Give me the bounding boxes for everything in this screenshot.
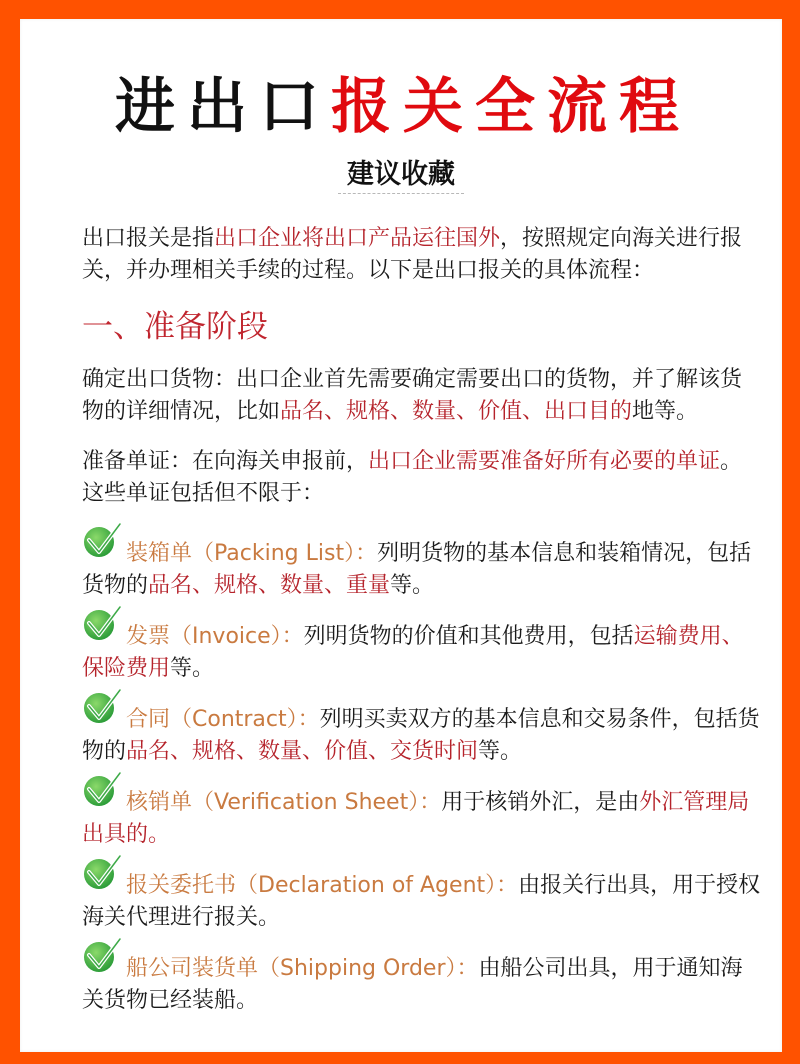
green-check-icon [82, 860, 122, 890]
paragraph-highlight: 品名、规格、数量、价值、出口目的 [280, 399, 633, 424]
document-label: 装箱单（Packing List）： [126, 541, 378, 566]
title-red-part: 报关全流程 [331, 72, 691, 142]
document-item-shipping-order [82, 943, 762, 1017]
subtitle-dotted-divider [338, 193, 464, 194]
document-label: 核销单（Verification Sheet）： [126, 790, 442, 815]
document-highlight: 运输费用、保险费用 [82, 624, 744, 681]
intro-paragraph [82, 223, 762, 287]
paragraph-confirm-goods [82, 364, 762, 428]
green-check-icon [82, 528, 122, 558]
document-description: 列明货物的基本信息和装箱情况，包括货物的 [82, 541, 752, 598]
document-label: 船公司装货单（Shipping Order）： [126, 956, 479, 981]
paragraph-suffix: 地等。 [632, 399, 699, 424]
title-black-part: 进出口 [115, 72, 331, 142]
intro-suffix: ，按照规定向海关进行报关，并办理相关手续的过程。以下是出口报关的具体流程： [82, 226, 743, 283]
document-description: 列明买卖双方的基本信息和交易条件，包括货物的 [82, 707, 760, 764]
document-item-invoice [82, 611, 762, 685]
paragraph-prefix: 确定出口货物：出口企业首先需要确定需要出口的货物，并了解该货物的详细情况，比如 [82, 367, 743, 424]
green-check-icon [82, 943, 122, 973]
paragraph-suffix: 。这些单证包括但不限于： [82, 449, 743, 506]
intro-prefix: 出口报关是指 [82, 226, 215, 251]
document-highlight: 品名、规格、数量、价值、交货时间 [126, 739, 479, 764]
document-suffix: 等。 [170, 656, 215, 681]
document-item-verification-sheet [82, 777, 762, 851]
document-label: 报关委托书（Declaration of Agent）： [126, 873, 519, 898]
green-check-icon [82, 777, 122, 807]
document-description: 用于核销外汇，是由 [441, 790, 640, 815]
page-title [20, 65, 782, 149]
content-panel [20, 19, 782, 1052]
document-item-packing-list [82, 528, 762, 602]
document-highlight: 品名、规格、数量、重量 [148, 573, 391, 598]
document-description: 由报关行出具，用于授权海关代理进行报关。 [82, 873, 761, 930]
subtitle: 建议收藏 [347, 159, 455, 190]
intro-highlight: 出口企业将出口产品运往国外 [214, 226, 501, 251]
section-heading: 一、准备阶段 [82, 309, 268, 345]
document-item-declaration-of-agent [82, 860, 762, 934]
document-suffix: 等。 [390, 573, 435, 598]
paragraph-highlight: 出口企业需要准备好所有必要的单证 [368, 449, 721, 474]
document-description: 列明货物的价值和其他费用，包括 [303, 624, 634, 649]
green-check-icon [82, 611, 122, 641]
document-description: 由船公司出具，用于通知海关货物已经装船。 [82, 956, 743, 1013]
document-item-contract [82, 694, 762, 768]
document-suffix: 等。 [478, 739, 523, 764]
paragraph-prepare-documents [82, 446, 762, 510]
document-label: 发票（Invoice）： [126, 624, 304, 649]
document-label: 合同（Contract）： [126, 707, 320, 732]
green-check-icon [82, 694, 122, 724]
document-highlight: 外汇管理局出具的。 [82, 790, 750, 847]
paragraph-prefix: 准备单证：在向海关申报前， [82, 449, 369, 474]
